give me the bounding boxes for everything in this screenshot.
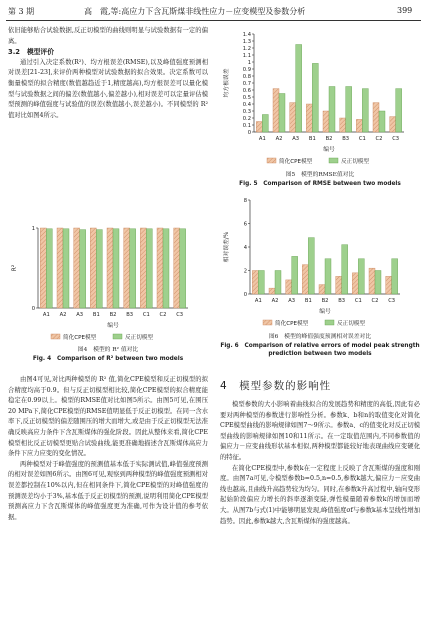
x-tick-label: B2 bbox=[325, 136, 333, 142]
bar-C1-cpe bbox=[140, 228, 146, 308]
figure-6-caption bbox=[220, 333, 420, 359]
caption-en: Fig. 4 Comparison of R² between two models bbox=[32, 355, 184, 362]
y-tick-label: 8 bbox=[243, 198, 247, 204]
caption-cn: 图4 模型的 R² 值对比 bbox=[77, 347, 139, 353]
bar-A2-cpe bbox=[269, 288, 275, 294]
y-tick-label: 1.3 bbox=[242, 39, 251, 45]
x-tick-label: C2 bbox=[159, 312, 167, 318]
figure-4-chart bbox=[8, 222, 208, 344]
x-tick-label: B2 bbox=[109, 312, 117, 318]
issue-label: 第 3 期 bbox=[8, 7, 35, 16]
caption-en: Fig. 6 Comparison of relative errors of model peak strength prediction between two models bbox=[220, 342, 420, 357]
x-tick-label: A2 bbox=[271, 298, 279, 304]
y-tick-label: 0.7 bbox=[242, 81, 251, 87]
bar-B3-cpe bbox=[340, 118, 346, 132]
bar-C2-cpe bbox=[369, 268, 375, 294]
x-tick-label: A3 bbox=[288, 298, 296, 304]
x-tick-label: B1 bbox=[304, 298, 312, 304]
bar-C1-arctan bbox=[358, 259, 364, 294]
bar-A1-arctan bbox=[258, 271, 264, 295]
bar-B1-cpe bbox=[302, 265, 308, 294]
x-tick-label: B3 bbox=[126, 312, 134, 318]
x-tick-label: A1 bbox=[258, 136, 266, 142]
x-tick-label: C1 bbox=[354, 298, 362, 304]
legend-label-cpe: 简化CPE模型 bbox=[279, 159, 313, 165]
bar-A2-arctan bbox=[279, 94, 285, 133]
bar-C3-arctan bbox=[180, 229, 186, 308]
y-tick-label: 1.1 bbox=[242, 53, 251, 59]
y-tick-label: 2 bbox=[243, 268, 247, 275]
x-tick-label: C1 bbox=[142, 312, 150, 318]
bar-C1-cpe bbox=[356, 119, 362, 132]
paragraph: 通过引入决定系数(R²)、均方根误差(RMSE),以及峰值强度预测相对误差[21-23],来评价两种模型对试验数据的拟合效果。决定系数可以衡量模型的拟合精度(数值越趋近于1,精度越高),均方根误差可以量化模型与试验数据之间的偏差(数值越小,偏差越小),相对误差可以定量评估模型预测的峰值强度与试验值的误差(数值越小,误差越小)。不同模型的 R² 值对比如图4所示。 bbox=[8, 58, 208, 119]
legend-swatch-cpe bbox=[263, 320, 272, 325]
bar-C3-cpe bbox=[386, 276, 392, 294]
y-tick-label: 1.4 bbox=[242, 32, 251, 38]
bar-C2-cpe bbox=[157, 228, 163, 308]
bar-C3-cpe bbox=[390, 117, 396, 132]
bar-C2-cpe bbox=[373, 103, 379, 132]
legend-label-cpe: 简化CPE模型 bbox=[275, 321, 309, 327]
x-tick-label: B1 bbox=[308, 136, 316, 142]
bar-B3-arctan bbox=[342, 245, 348, 294]
y-tick-label: 0.5 bbox=[242, 95, 251, 101]
y-tick-label: 0.4 bbox=[242, 102, 251, 108]
x-tick-label: A2 bbox=[59, 312, 67, 318]
x-axis-label: 编号 bbox=[323, 147, 335, 153]
y-tick-label: 0.1 bbox=[242, 123, 251, 129]
x-tick-label: A2 bbox=[275, 136, 283, 142]
x-tick-label: A1 bbox=[254, 298, 262, 304]
bar-A1-arctan bbox=[262, 115, 268, 133]
x-tick-label: B1 bbox=[92, 312, 100, 318]
y-tick-label: 4 bbox=[243, 245, 247, 251]
figure-6-chart bbox=[220, 192, 420, 330]
x-tick-label: B3 bbox=[342, 136, 350, 142]
figure-5-caption bbox=[220, 171, 420, 188]
legend-swatch-arctan bbox=[329, 158, 338, 163]
x-tick-label: B2 bbox=[321, 298, 329, 304]
x-tick-label: C2 bbox=[371, 298, 379, 304]
x-tick-label: A1 bbox=[42, 312, 50, 318]
paragraph: 依旧能够贴合试验数据,反正切模型的曲线则明显与试验数据有一定的偏离。 bbox=[8, 27, 208, 45]
left-column-top bbox=[8, 26, 208, 121]
legend-swatch-cpe bbox=[267, 158, 276, 163]
y-tick-label: 1.2 bbox=[242, 46, 251, 52]
y-tick-label: 0.6 bbox=[242, 88, 251, 94]
bar-C3-arctan bbox=[396, 89, 402, 132]
y-tick-label: 0 bbox=[31, 306, 35, 312]
paragraph: 模型参数的大小影响着曲线拟合的发展趋势和精度的高低,因此有必要对两种模型的参数进行影响性分析。参数k、b和n的取值变化对简化CPE模型曲线的影响规律如图7～9所示。参数a、c的值变化对反正切模型曲线的影响规律如图10和11所示。在一定取值范围内,不同参数值的偏应力－应变曲线形状基本相似,两种模型都能较好地表现曲线应变硬化的特征。 bbox=[220, 401, 420, 461]
bar-C2-arctan bbox=[379, 111, 385, 132]
x-tick-label: C2 bbox=[375, 136, 383, 142]
bar-C3-arctan bbox=[392, 259, 398, 294]
bar-C3-cpe bbox=[174, 228, 180, 308]
section-heading-3-2: 3.2 模型评价 bbox=[8, 48, 55, 57]
bar-B1-cpe bbox=[306, 104, 312, 132]
bar-A3-arctan bbox=[296, 45, 302, 133]
caption-cn: 图6 模型的峰值强度预测相对误差对比 bbox=[268, 334, 372, 340]
x-tick-label: C3 bbox=[392, 136, 400, 142]
legend-label-arctan: 反正切模型 bbox=[337, 321, 365, 327]
y-tick-label: 0.8 bbox=[242, 74, 251, 80]
caption-en: Fig. 5 Comparison of RMSE between two models bbox=[239, 180, 401, 187]
y-tick-label: 6 bbox=[243, 221, 247, 228]
x-tick-label: A3 bbox=[76, 312, 84, 318]
y-axis-label: R² bbox=[12, 264, 18, 272]
bar-A1-cpe bbox=[256, 122, 262, 133]
figure-5-chart bbox=[220, 28, 420, 168]
bar-A3-arctan bbox=[80, 230, 86, 308]
bar-B3-arctan bbox=[346, 87, 352, 133]
page-number: 399 bbox=[397, 6, 413, 15]
bar-B3-arctan bbox=[130, 229, 136, 308]
header-rule bbox=[6, 20, 421, 21]
section-heading-4: 4 模型参数的影响性 bbox=[220, 380, 332, 392]
x-tick-label: A3 bbox=[292, 136, 300, 142]
bar-A2-cpe bbox=[57, 228, 63, 308]
bar-A1-cpe bbox=[252, 271, 258, 295]
legend-label-cpe: 简化CPE模型 bbox=[63, 335, 97, 341]
y-tick-label: 0 bbox=[243, 292, 247, 298]
y-tick-label: 0.2 bbox=[242, 116, 251, 122]
x-tick-label: C1 bbox=[358, 136, 366, 142]
y-tick-label: 0.9 bbox=[242, 67, 251, 73]
bar-A1-cpe bbox=[40, 228, 46, 308]
bar-A2-arctan bbox=[63, 229, 69, 308]
bar-B3-cpe bbox=[336, 276, 342, 294]
bar-B2-cpe bbox=[107, 228, 113, 308]
paragraph: 两种模型对于峰值强度的预测值基本低于实际测试值,峰值强度预测的相对误差如图6所示。由图6可见,观察到两种模型的峰值强度预测相对误差都控制在10%以内,但在相同条件下,简化CPE模型的对峰值强度的预测误差均小于3%,基本低于反正切模型的预测,说明利用简化CPE模型预测高应力下含瓦斯煤体的峰值强度更为准确,可作为设计值的参考依据。 bbox=[8, 460, 208, 521]
figure-4-caption bbox=[8, 346, 208, 363]
bar-C2-arctan bbox=[375, 271, 381, 295]
bar-A3-arctan bbox=[292, 256, 298, 294]
bar-B1-arctan bbox=[96, 230, 102, 308]
bar-B2-arctan bbox=[325, 259, 331, 294]
bar-C1-arctan bbox=[146, 229, 152, 308]
x-axis-label: 编号 bbox=[319, 309, 331, 315]
bar-B3-cpe bbox=[124, 228, 130, 308]
legend-label-arctan: 反正切模型 bbox=[125, 335, 153, 341]
bar-B1-arctan bbox=[312, 63, 318, 132]
bar-B2-arctan bbox=[329, 87, 335, 133]
bar-B2-cpe bbox=[323, 111, 329, 132]
bar-C2-arctan bbox=[163, 229, 169, 308]
legend-swatch-cpe bbox=[51, 334, 60, 339]
right-column-text bbox=[220, 400, 420, 527]
y-axis-label: 均方根误差 bbox=[224, 68, 230, 98]
x-tick-label: C3 bbox=[388, 298, 396, 304]
bar-A3-cpe bbox=[290, 103, 296, 132]
running-title: 高 霞,等:高应力下含瓦斯煤非线性应力－应变模型及参数分析 bbox=[84, 7, 306, 16]
left-column-bottom bbox=[8, 375, 208, 523]
y-tick-label: 0.3 bbox=[242, 109, 251, 115]
bar-A1-arctan bbox=[46, 229, 52, 308]
bar-A3-cpe bbox=[286, 280, 292, 294]
bar-B2-cpe bbox=[319, 285, 325, 294]
x-tick-label: C3 bbox=[176, 312, 184, 318]
legend-swatch-arctan bbox=[113, 334, 122, 339]
y-axis-label: 相对误差/% bbox=[224, 231, 230, 263]
bar-B1-cpe bbox=[90, 228, 96, 308]
x-tick-label: B3 bbox=[338, 298, 346, 304]
y-tick-label: 1 bbox=[247, 60, 251, 66]
x-axis-label: 编号 bbox=[107, 323, 119, 329]
legend-label-arctan: 反正切模型 bbox=[341, 159, 369, 165]
bar-A2-arctan bbox=[275, 271, 281, 295]
paragraph: 由图4可见,对比两种模型的 R² 值,简化CPE模型和反正切模型的拟合精度均高于0.9。但与反正切模型相比较,简化CPE模型的拟合精度能稳定在0.99以上。模型的RMSE值对比如图5所示。由图5可见,在围压20 MPa下,简化CPE模型的RMSE值明显低于反正切模型。在同一含水率下,反正切模型的偏差随围压的增大而增大,或是由于反正切模型无法准确反映高应力条件下含瓦斯煤体的强化阶段。因此从整体来看,简化CPE模型相比反正切模型更贴合试验曲线,能更准确地描述含瓦斯煤体高应力条件下应力应变的变化情况。 bbox=[8, 376, 208, 458]
bar-B2-arctan bbox=[113, 229, 119, 308]
bar-A2-cpe bbox=[273, 89, 279, 132]
caption-cn: 图5 模型的RMSE值对比 bbox=[285, 172, 355, 178]
bar-B1-arctan bbox=[308, 238, 314, 294]
bar-C1-cpe bbox=[352, 273, 358, 294]
bar-A3-cpe bbox=[74, 228, 80, 308]
bar-C1-arctan bbox=[362, 89, 368, 132]
y-tick-label: 0 bbox=[247, 130, 251, 136]
y-tick-label: 1 bbox=[31, 226, 35, 232]
legend-swatch-arctan bbox=[325, 320, 334, 325]
paragraph: 在简化CPE模型中,参数k在一定程度上反映了含瓦斯煤的强度和刚度。由图7a可见,令模型参数b=0.5,n=0.5,参数k越大,偏应力－应变曲线也越高,且曲线升高趋势较为均匀。同时,在参数k升高过程中,轴向变形起始阶段偏应力增长的斜率逐渐变陡,弹性模量随着参数k的增加而增大。从图7b与式(1)中能够明显发现,峰值强度σf与参数k基本呈线性增加趋势。因此,参数k越大,含瓦斯煤体的强度越高。 bbox=[220, 464, 420, 525]
